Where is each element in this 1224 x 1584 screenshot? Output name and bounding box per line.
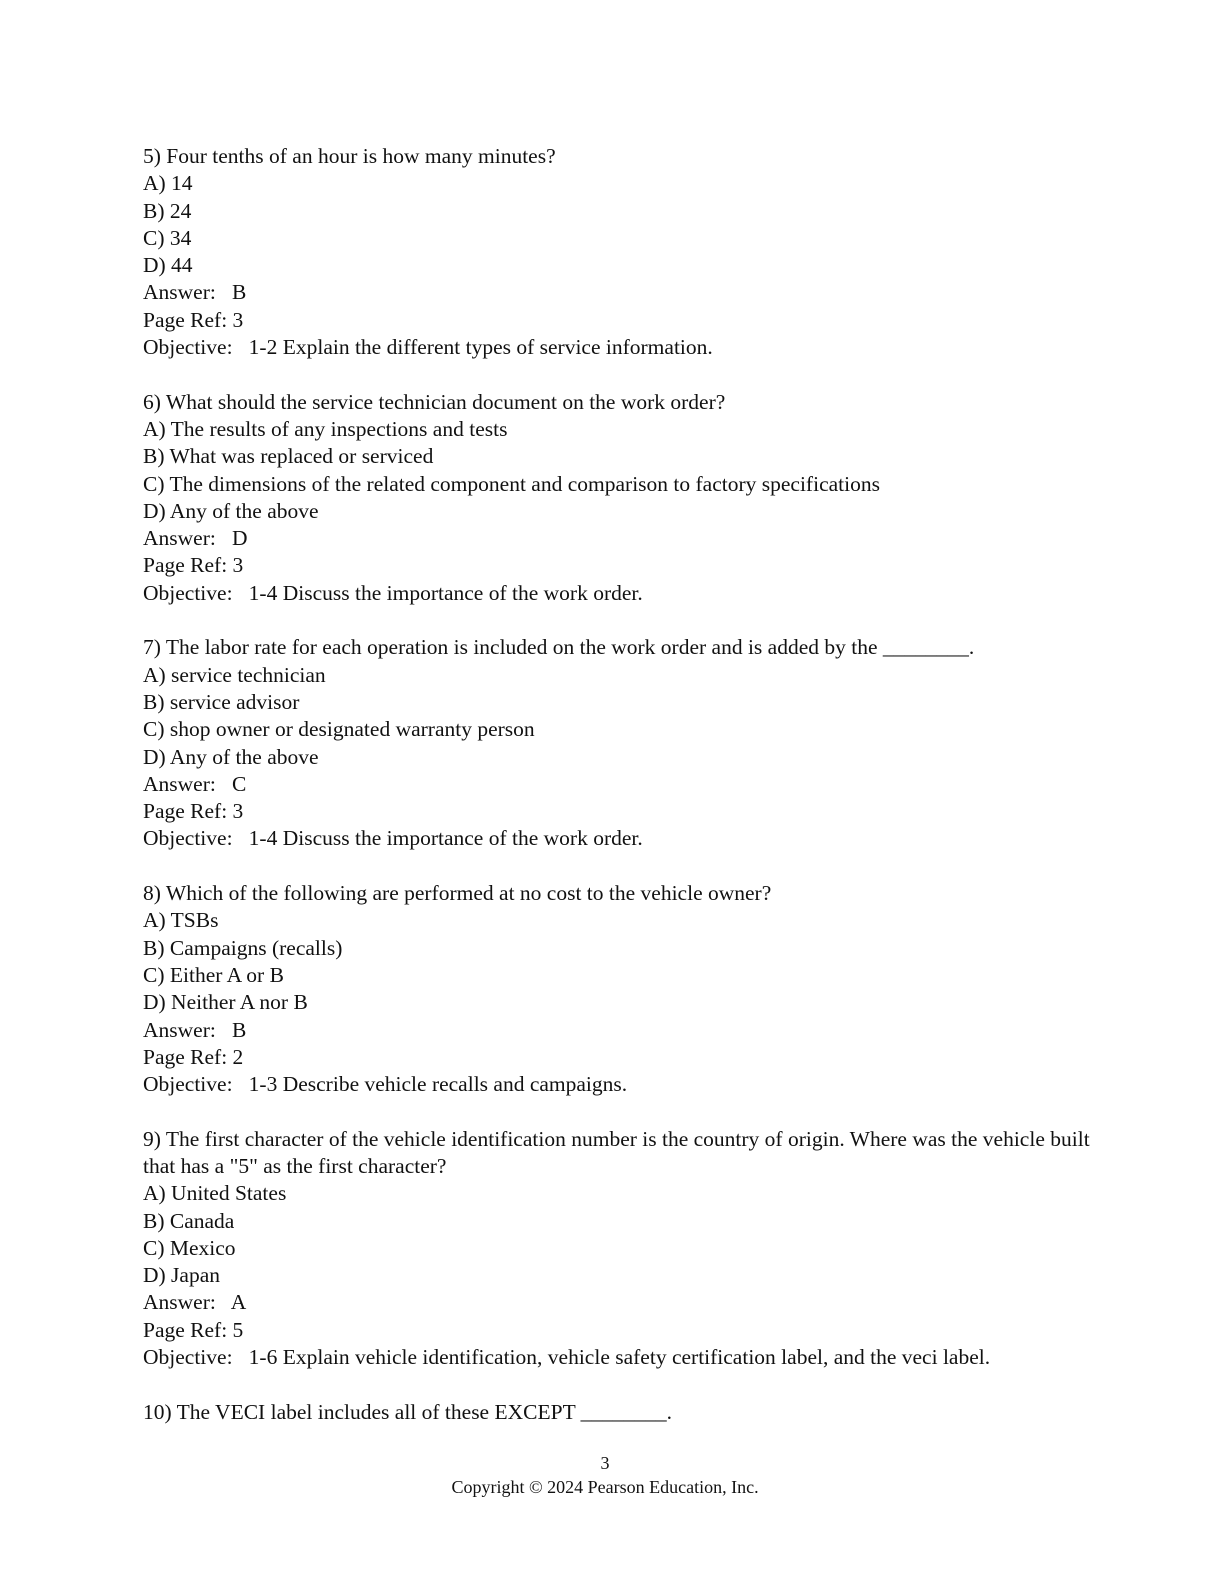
question-list — [143, 143, 1103, 1453]
answer-option: A) The results of any inspections and tests — [143, 416, 508, 441]
answer-option: D) Any of the above — [143, 744, 319, 769]
answer-option: D) 44 — [143, 253, 193, 278]
answer-key: Answer: B — [143, 280, 247, 305]
page-ref: Page Ref: 3 — [143, 553, 244, 578]
page-ref: Page Ref: 2 — [143, 1044, 244, 1069]
objective: Objective: 1-3 Describe vehicle recalls and campaigns. — [143, 1072, 628, 1097]
page-ref: Page Ref: 3 — [143, 799, 244, 824]
question-text: 9) The first character of the vehicle identification number is the country of origin. Where was the vehicle built that has a "5" as the first character? — [143, 1126, 1090, 1178]
answer-option: A) 14 — [143, 171, 193, 196]
page-number: 3 — [600, 1453, 610, 1473]
question-block — [143, 389, 1103, 607]
question-block — [143, 634, 1103, 852]
answer-option: D) Neither A nor B — [143, 990, 308, 1015]
answer-option: C) Either A or B — [143, 962, 284, 987]
question-block — [143, 880, 1103, 1098]
answer-key: Answer: B — [143, 1017, 247, 1042]
objective: Objective: 1-4 Discuss the importance of the work order. — [143, 826, 643, 851]
question-block — [143, 143, 1103, 361]
answer-option: B) Campaigns (recalls) — [143, 935, 343, 960]
answer-option: B) service advisor — [143, 689, 300, 714]
answer-option: C) 34 — [143, 225, 192, 250]
question-text: 6) What should the service technician document on the work order? — [143, 389, 726, 414]
answer-option: C) Mexico — [143, 1235, 236, 1260]
answer-key: Answer: A — [143, 1290, 247, 1315]
answer-option: B) 24 — [143, 198, 192, 223]
objective: Objective: 1-2 Explain the different types of service information. — [143, 335, 713, 360]
question-block — [143, 1399, 1103, 1426]
answer-option: D) Japan — [143, 1263, 221, 1288]
question-text: 5) Four tenths of an hour is how many minutes? — [143, 144, 556, 168]
answer-option: B) Canada — [143, 1208, 235, 1233]
page-ref: Page Ref: 3 — [143, 307, 244, 332]
answer-key: Answer: D — [143, 526, 248, 551]
question-text: 8) Which of the following are performed at no cost to the vehicle owner? — [143, 881, 772, 906]
answer-option: A) service technician — [143, 662, 326, 687]
objective: Objective: 1-6 Explain vehicle identification, vehicle safety certification label, and the veci label. — [143, 1345, 991, 1370]
question-text: 7) The labor rate for each operation is included on the work order and is added by the ________. — [143, 635, 975, 660]
question-block — [143, 1126, 1103, 1372]
page-ref: Page Ref: 5 — [143, 1317, 244, 1342]
answer-option: C) shop owner or designated warranty person — [143, 717, 535, 742]
answer-option: D) Any of the above — [143, 498, 319, 523]
answer-key: Answer: C — [143, 771, 247, 796]
copyright-notice: Copyright © 2024 Pearson Education, Inc. — [451, 1477, 759, 1497]
answer-option: A) United States — [143, 1181, 287, 1206]
objective: Objective: 1-4 Discuss the importance of the work order. — [143, 580, 643, 605]
answer-option: C) The dimensions of the related component and comparison to factory specifications — [143, 471, 880, 496]
answer-option: B) What was replaced or serviced — [143, 444, 434, 469]
answer-option: A) TSBs — [143, 908, 219, 933]
page-footer — [0, 1451, 1224, 1499]
question-text: 10) The VECI label includes all of these EXCEPT ________. — [143, 1399, 673, 1424]
